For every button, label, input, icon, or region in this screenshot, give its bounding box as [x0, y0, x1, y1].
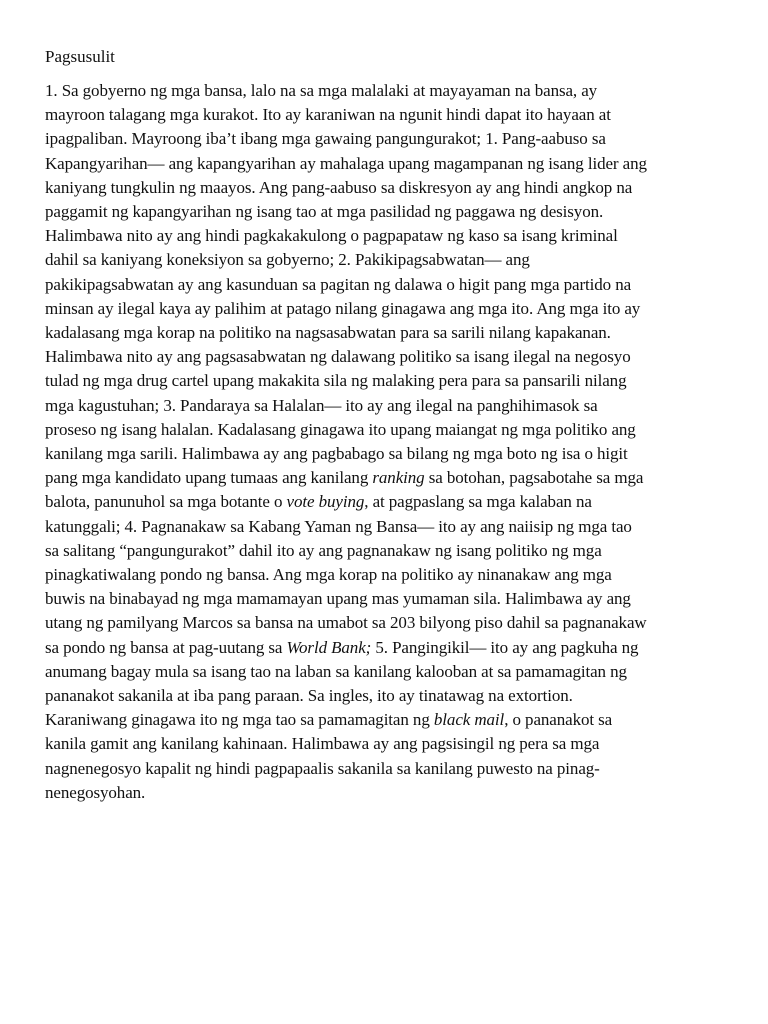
text-run: Karaniwang ginagawa ito ng mga tao sa pamamagitan ng [45, 710, 434, 730]
text-run: pang mga kandidato upang tumaas ang kanilang [45, 468, 373, 488]
text-run: anumang bagay mula sa isang tao na laban sa kanilang kalooban at sa pamamagitan ng [45, 661, 627, 681]
body-line [45, 563, 735, 587]
text-run: sa salitang “pangungurakot” dahil ito ay ang pagnanakaw ng isang politiko ng mga [45, 540, 602, 560]
body-line [45, 321, 735, 345]
body-line [45, 394, 735, 418]
text-run: dahil sa kaniyang koneksiyon sa gobyerno; 2. Pakikipagsabwatan— ang [45, 250, 530, 270]
text-run: proseso ng isang halalan. Kadalasang ginagawa ito upang maiangat ng mga politiko ang [45, 419, 636, 439]
body-line [45, 273, 735, 297]
text-run: nenegosyohan. [45, 782, 146, 802]
text-run: pakikipagsabwatan ay ang kasunduan sa pagitan ng dalawa o higit pang mga partido na [45, 274, 632, 294]
text-run: sa pondo ng bansa at pag-uutang sa [45, 637, 287, 657]
body-line [45, 684, 735, 708]
body-line [45, 660, 735, 684]
text-run: kanila gamit ang kanilang kahinaan. Halimbawa ay ang pagsisingil ng pera sa mga [45, 734, 600, 754]
text-run: kanilang mga sarili. Halimbawa ay ang pagbabago sa bilang ng mga boto ng isa o higit [45, 444, 628, 464]
document-heading: Pagsusulit [45, 47, 115, 66]
text-run: katunggali; 4. Pagnanakaw sa Kabang Yaman ng Bansa— ito ay ang naiisip ng mga tao [45, 516, 632, 536]
text-run: buwis na binabayad ng mga mamamayan upang mas yumaman sila. Halimbawa ay ang [45, 589, 631, 609]
text-run: minsan ay ilegal kaya ay palihim at patago nilang ginagawa ang mga ito. Ang mga ito ay [45, 298, 641, 318]
italic-term: ranking [372, 468, 425, 488]
italic-term: World Bank; [286, 637, 372, 657]
text-run: mga kagustuhan; 3. Pandaraya sa Halalan— ito ay ang ilegal na panghihimasok sa [45, 395, 598, 415]
body-line [45, 490, 735, 514]
body-line [45, 345, 735, 369]
body-line [45, 176, 735, 200]
body-line [45, 152, 735, 176]
text-run: pananakot sakanila at iba pang paraan. Sa ingles, ito ay tinatawag na extortion. [45, 686, 573, 706]
body-line [45, 781, 735, 805]
body-line [45, 442, 735, 466]
text-run: mayroon talagang mga kurakot. Ito ay karaniwan na ngunit hindi dapat ito hayaan at [45, 105, 611, 125]
body-line [45, 297, 735, 321]
text-run: tulad ng mga drug cartel upang makakita sila ng malaking pera para sa pansarili nilang [45, 371, 627, 391]
body-line [45, 200, 735, 224]
document-body [45, 79, 735, 805]
body-line [45, 708, 735, 732]
text-run: Halimbawa nito ay ang pagsasabwatan ng dalawang politiko sa isang ilegal na negosyo [45, 347, 631, 367]
body-line [45, 248, 735, 272]
text-run: utang ng pamilyang Marcos sa bansa na umabot sa 203 bilyong piso dahil sa pagnanakaw [45, 613, 647, 633]
body-line [45, 369, 735, 393]
italic-term: black mail [433, 710, 505, 730]
body-line [45, 732, 735, 756]
text-run: kaniyang tungkulin ng maayos. Ang pang-aabuso sa diskresyon ay ang hindi angkop na [45, 177, 633, 197]
body-line [45, 466, 735, 490]
body-line [45, 515, 735, 539]
text-run: Halimbawa nito ay ang hindi pagkakakulong o pagpapataw ng kaso sa isang kriminal [45, 226, 618, 246]
text-run: sa botohan, pagsabotahe sa mga [424, 468, 644, 488]
body-line [45, 103, 735, 127]
text-run: paggamit ng kapangyarihan ng isang tao at mga pasilidad ng paggawa ng desisyon. [45, 202, 604, 222]
text-run: pinagkatiwalang pondo ng bansa. Ang mga korap na politiko ay ninanakaw ang mga [45, 565, 612, 585]
body-line [45, 611, 735, 635]
italic-term: vote buying [286, 492, 365, 512]
body-line [45, 587, 735, 611]
document-page [45, 45, 735, 805]
body-line [45, 224, 735, 248]
text-run: , at pagpaslang sa mga kalaban na [364, 492, 592, 512]
body-line [45, 79, 735, 103]
text-run: 1. Sa gobyerno ng mga bansa, lalo na sa mga malalaki at mayayaman na bansa, ay [45, 81, 598, 100]
body-line [45, 539, 735, 563]
body-line [45, 127, 735, 151]
body-line [45, 636, 735, 660]
text-run: Kapangyarihan— ang kapangyarihan ay mahalaga upang magampanan ng isang lider ang [45, 153, 647, 173]
text-run: nagnenegosyo kapalit ng hindi pagpapaalis sakanila sa kanilang puwesto na pinag- [45, 758, 600, 778]
text-run: ipagpaliban. Mayroong iba’t ibang mga gawaing pangungurakot; 1. Pang-aabuso sa [45, 129, 606, 149]
text-run: 5. Pangingikil— ito ay ang pagkuha ng [371, 637, 639, 657]
text-run: , o pananakot sa [504, 710, 613, 730]
body-line [45, 757, 735, 781]
body-line [45, 418, 735, 442]
text-run: balota, panunuhol sa mga botante o [45, 492, 287, 512]
text-run: kadalasang mga korap na politiko na nagsasabwatan para sa sarili nilang kapakanan. [45, 323, 611, 343]
